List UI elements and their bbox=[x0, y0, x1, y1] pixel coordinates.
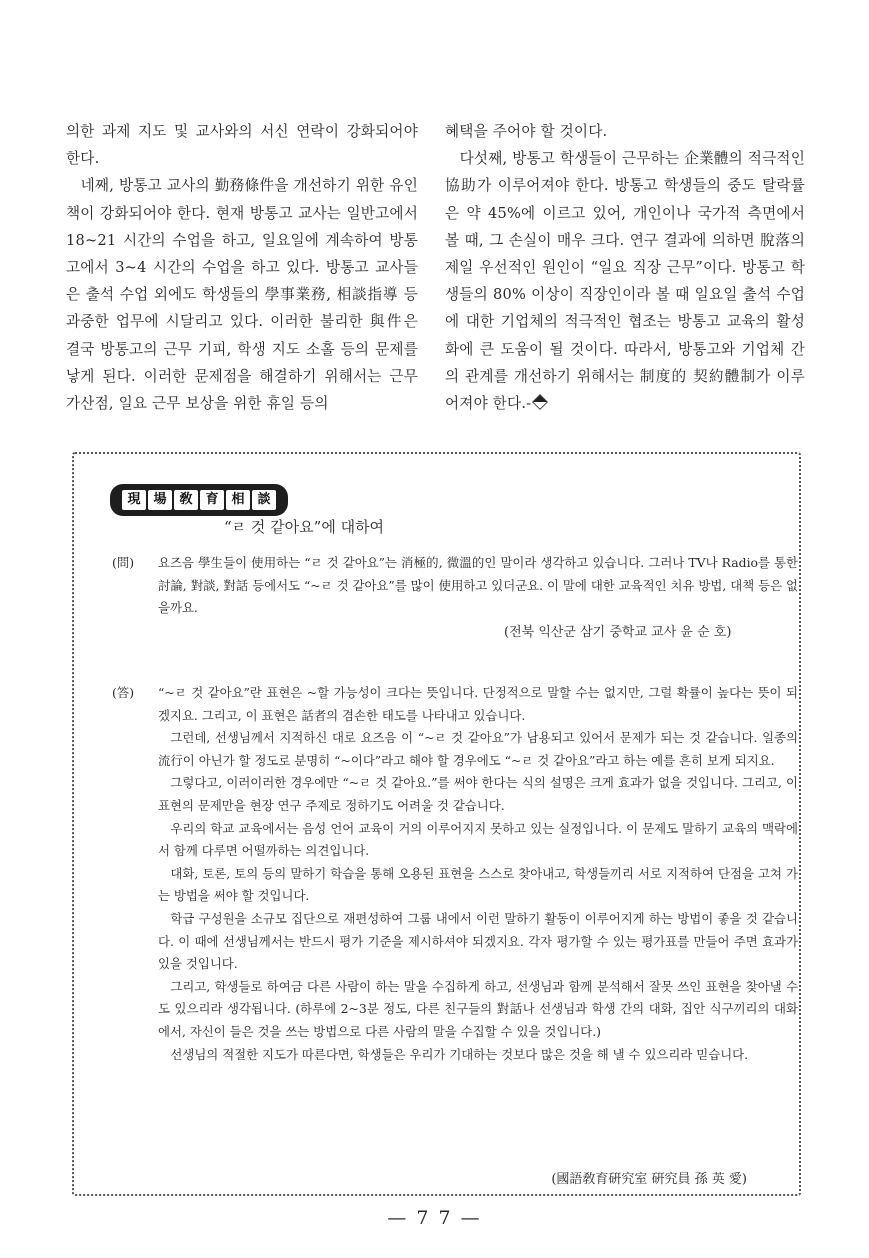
right-paragraph-2-text: 다섯째, 방통고 학생들이 근무하는 企業體의 적극적인 協助가 이루어져야 한다. 방통고 학생들의 중도 탈락률은 약 45%에 이르고 있어, 개인이나 국가적 측면에서 볼 때, 그 손실이 매우 크다. 연구 결과에 의하면 脫落의 제일 우선적인 원인이 “일요 직장 근무”이다. 방통고 학생들의 80% 이상이 직장인이라 볼 때 일요일 출석 수업에 대한 기업체의 적극적인 협조는 방통고 교육의 활성화에 큰 도움이 될 것이다. 따라서, 방통고와 기업체 간의 관계를 개선하기 위해서는 制度的 契約體制가 이루어져야 한다. bbox=[445, 150, 805, 413]
answer-paragraph-7: 그리고, 학생들로 하여금 다른 사람이 하는 말을 수집하게 하고, 선생님과 함께 분석해서 잘못 쓰인 표현을 찾아낼 수도 있으리라 생각됩니다. (하루에 2~3분 정도, 다른 친구들의 對話나 선생님과 학생 간의 대화, 집안 식구끼리의 대화에서, 자신이 들은 것을 쓰는 방법으로 다른 사람의 말을 수집할 수 있을 것입니다.) bbox=[158, 978, 798, 1039]
right-paragraph-1: 혜택을 주어야 할 것이다. bbox=[445, 123, 608, 140]
left-paragraph-1: 의한 과제 지도 및 교사와의 서신 연락이 강화되어야 한다. bbox=[66, 123, 418, 168]
answer-paragraph-8: 선생님의 적절한 지도가 따른다면, 학생들은 우리가 기대하는 것보다 많은 것을 해 낼 수 있으리라 믿습니다. bbox=[170, 1046, 749, 1062]
heading-char-2: 場 bbox=[148, 490, 172, 510]
heading-char-5: 相 bbox=[226, 490, 250, 510]
left-paragraph-2: 네째, 방통고 교사의 勤務條件을 개선하기 위한 유인책이 강화되어야 한다. 현재 방통고 교사는 일반고에서 18~21 시간의 수업을 하고, 일요일에 계속하여 방통고에서 3~4 시간의 수업을 하고 있다. 방통고 교사들은 출석 수업 외에도 학생들의 學事業務, 相談指導 등 과중한 업무에 시달리고 있다. 이러한 불리한 與件은 결국 방통고의 근무 기피, 학생 지도 소홀 등의 문제를 낳게 된다. 이러한 문제점을 해결하기 위해서는 근무 가산점, 일요 근무 보상을 위한 휴일 등의 bbox=[66, 177, 418, 413]
end-mark-icon bbox=[532, 394, 548, 410]
heading-char-3: 敎 bbox=[174, 490, 198, 510]
answer-paragraph-1: “~ㄹ 것 같아요”란 표현은 ~할 가능성이 크다는 뜻입니다. 단정적으로 말할 수는 없지만, 그럴 확률이 높다는 뜻이 되겠지요. 그리고, 이 표현은 話者의 겸손한 태도를 나타내고 있습니다. bbox=[158, 685, 798, 723]
heading-char-4: 育 bbox=[200, 490, 224, 510]
question-text: 요즈음 學生들이 使用하는 “ㄹ 것 같아요”는 消極的, 微溫的인 말이라 생각하고 있습니다. 그러나 TV나 Radio를 통한 討論, 對談, 對話 등에서도 “~ㄹ 것 같아요”를 많이 使用하고 있더군요. 이 말에 대한 교육적인 치유 방법, 대책 등은 없을까요. bbox=[158, 555, 798, 616]
consultation-subtitle: “ㄹ 것 같아요”에 대하여 bbox=[224, 518, 385, 536]
answer-author: (國語敎育硏究室 硏究員 孫 英 愛) bbox=[551, 1172, 747, 1187]
question-asker: (전북 익산군 삼기 중학교 교사 윤 순 호) bbox=[504, 625, 732, 640]
heading-char-1: 現 bbox=[122, 490, 146, 510]
answer-paragraph-2: 그런데, 선생님께서 지적하신 대로 요즈음 이 “~ㄹ 것 같아요”가 남용되고 있어서 문제가 되는 것 같습니다. 일종의 流行이 아닌가 할 정도로 분명히 “~이다”라고 해야 할 경우에도 “~ㄹ 것 같아요”라고 하는 예를 흔히 보게 되지요. bbox=[158, 730, 798, 768]
heading-char-6: 談 bbox=[252, 490, 276, 510]
answer-paragraph-5: 대화, 토론, 토의 등의 말하기 학습을 통해 오용된 표현을 스스로 찾아내고, 학생들끼리 서로 지적하여 단점을 고쳐 가는 방법을 써야 할 것입니다. bbox=[158, 865, 798, 904]
page-number: — 7 7 — bbox=[387, 1207, 482, 1229]
answer-block bbox=[112, 682, 802, 1152]
answer-paragraph-4: 우리의 학교 교육에서는 음성 언어 교육이 거의 이루어지지 못하고 있는 실정입니다. 이 문제도 말하기 교육의 맥락에서 함께 다루면 어떨까하는 의견입니다. bbox=[158, 820, 798, 859]
answer-paragraph-6: 학급 구성원을 소규모 집단으로 재편성하여 그룹 내에서 이런 말하기 활동이 이루어지게 하는 방법이 좋을 것 같습니다. 이 때에 선생님께서는 반드시 평가 기준을 제시하셔야 되겠지요. 각자 평가할 수 있는 평가표를 만들어 주면 효과가 있을 것입니다. bbox=[158, 910, 798, 972]
consultation-box bbox=[72, 452, 801, 1196]
section-heading-badge bbox=[110, 484, 288, 516]
answer-paragraph-3: 그렇다고, 이러이러한 경우에만 “~ㄹ 것 같아요.”를 써야 한다는 식의 설명은 크게 효과가 없을 것입니다. 그리고, 이 표현의 문제만을 현장 연구 주제로 정하기도 어려울 것 같습니다. bbox=[158, 775, 798, 813]
question-tag: (問) bbox=[112, 555, 135, 570]
right-paragraph-2: 다섯째, 방통고 학생들이 근무하는 企業體의 적극적인 協助가 이루어져야 한다. 방통고 학생들의 중도 탈락률은 약 45%에 이르고 있어, 개인이나 국가적 측면에서 볼 때, 그 손실이 매우 크다. 연구 결과에 의하면 脫落의 제일 우선적인 원인이 “일요 직장 근무”이다. 방통고 학생들의 80% 이상이 직장인이라 볼 때 일요일 출석 수업에 대한 기업체의 적극적인 협조는 방통고 교육의 활성화에 큰 도움이 될 것이다. 따라서, 방통고와 기업체 간의 관계를 개선하기 위해서는 制度的 契約體制가 이루어져야 한다.- bbox=[445, 150, 805, 413]
right-column bbox=[445, 118, 805, 417]
left-column bbox=[66, 118, 418, 417]
answer-tag: (答) bbox=[112, 685, 135, 700]
question-block bbox=[112, 552, 802, 662]
